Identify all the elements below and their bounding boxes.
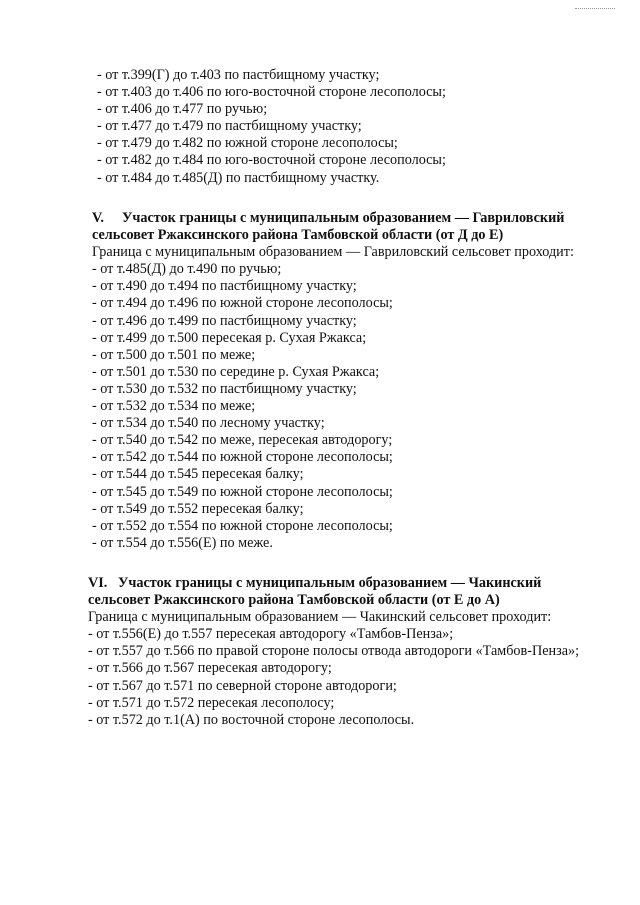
list-item: - от т.549 до т.552 пересекая балку; — [92, 500, 304, 517]
section-number: V. — [92, 210, 104, 226]
section-number: VI. — [88, 575, 108, 591]
list-item: - от т.403 до т.406 по юго-восточной стороне лесополосы; — [97, 84, 446, 101]
list-item: - от т.482 до т.484 по юго-восточной стороне лесополосы; — [97, 152, 446, 169]
list-item: - от т.572 до т.1(А) по восточной стороне лесополосы. — [88, 711, 415, 728]
list-item: - от т.499 до т.500 пересекая р. Сухая Ржакса; — [92, 329, 367, 346]
list-item: - от т.494 до т.496 по южной стороне лесополосы; — [92, 295, 393, 312]
section-intro: Граница с муниципальным образованием — Гавриловский сельсовет проходит: — [92, 244, 574, 261]
list-item: - от т.540 до т.542 по меже, пересекая автодорогу; — [92, 432, 393, 449]
list-item: - от т.554 до т.556(Е) по меже. — [92, 534, 273, 551]
list-item: - от т.542 до т.544 по южной стороне лесополосы; — [92, 449, 393, 466]
list-item: - от т.534 до т.540 по лесному участку; — [92, 415, 325, 432]
list-item: - от т.571 до т.572 пересекая лесополосу; — [88, 694, 335, 711]
list-item: - от т.484 до т.485(Д) по пастбищному участку. — [97, 169, 380, 186]
list-item: - от т.399(Г) до т.403 по пастбищному участку; — [97, 67, 380, 83]
list-item: - от т.557 до т.566 по правой стороне полосы отвода автодороги «Тамбов-Пенза»; — [88, 643, 580, 660]
section-heading — [92, 210, 574, 227]
list-item: - от т.545 до т.549 по южной стороне лесополосы; — [92, 483, 393, 500]
section-title-line1: Участок границы с муниципальным образованием — Гавриловский — [122, 210, 565, 226]
list-item: - от т.567 до т.571 по северной стороне автодороги; — [88, 677, 397, 694]
section-vi — [88, 575, 608, 729]
scan-artifact — [575, 8, 615, 11]
list-item: - от т.556(Е) до т.557 пересекая автодорогу «Тамбов-Пенза»; — [88, 626, 454, 643]
section-v — [92, 210, 574, 552]
list-item: - от т.485(Д) до т.490 по ручью; — [92, 261, 282, 278]
list-item: - от т.500 до т.501 по меже; — [92, 346, 256, 363]
list-item: - от т.566 до т.567 пересекая автодорогу; — [88, 660, 332, 677]
list-item: - от т.501 до т.530 по середине р. Сухая Ржакса; — [92, 363, 380, 380]
list-item: - от т.552 до т.554 по южной стороне лесополосы; — [92, 517, 393, 534]
list-item: - от т.490 до т.494 по пастбищному участку; — [92, 278, 357, 295]
list-item: - от т.406 до т.477 по ручью; — [97, 101, 268, 118]
section-intro: Граница с муниципальным образованием — Чакинский сельсовет проходит: — [88, 609, 552, 626]
list-item: - от т.479 до т.482 по южной стороне лесополосы; — [97, 135, 398, 152]
boundary-list-continued — [97, 67, 446, 187]
section-heading — [88, 575, 608, 592]
list-item: - от т.496 до т.499 по пастбищному участку; — [92, 312, 357, 329]
section-title-line1: Участок границы с муниципальным образованием — Чакинский — [118, 575, 542, 591]
section-title-line2: сельсовет Ржаксинского района Тамбовской области (от Е до А) — [88, 592, 500, 609]
list-item: - от т.544 до т.545 пересекая балку; — [92, 466, 304, 483]
list-item: - от т.477 до т.479 по пастбищному участку; — [97, 118, 362, 135]
list-item: - от т.530 до т.532 по пастбищному участку; — [92, 380, 357, 397]
section-title-line2: сельсовет Ржаксинского района Тамбовской области (от Д до Е) — [92, 227, 504, 244]
list-item: - от т.532 до т.534 по меже; — [92, 398, 256, 415]
